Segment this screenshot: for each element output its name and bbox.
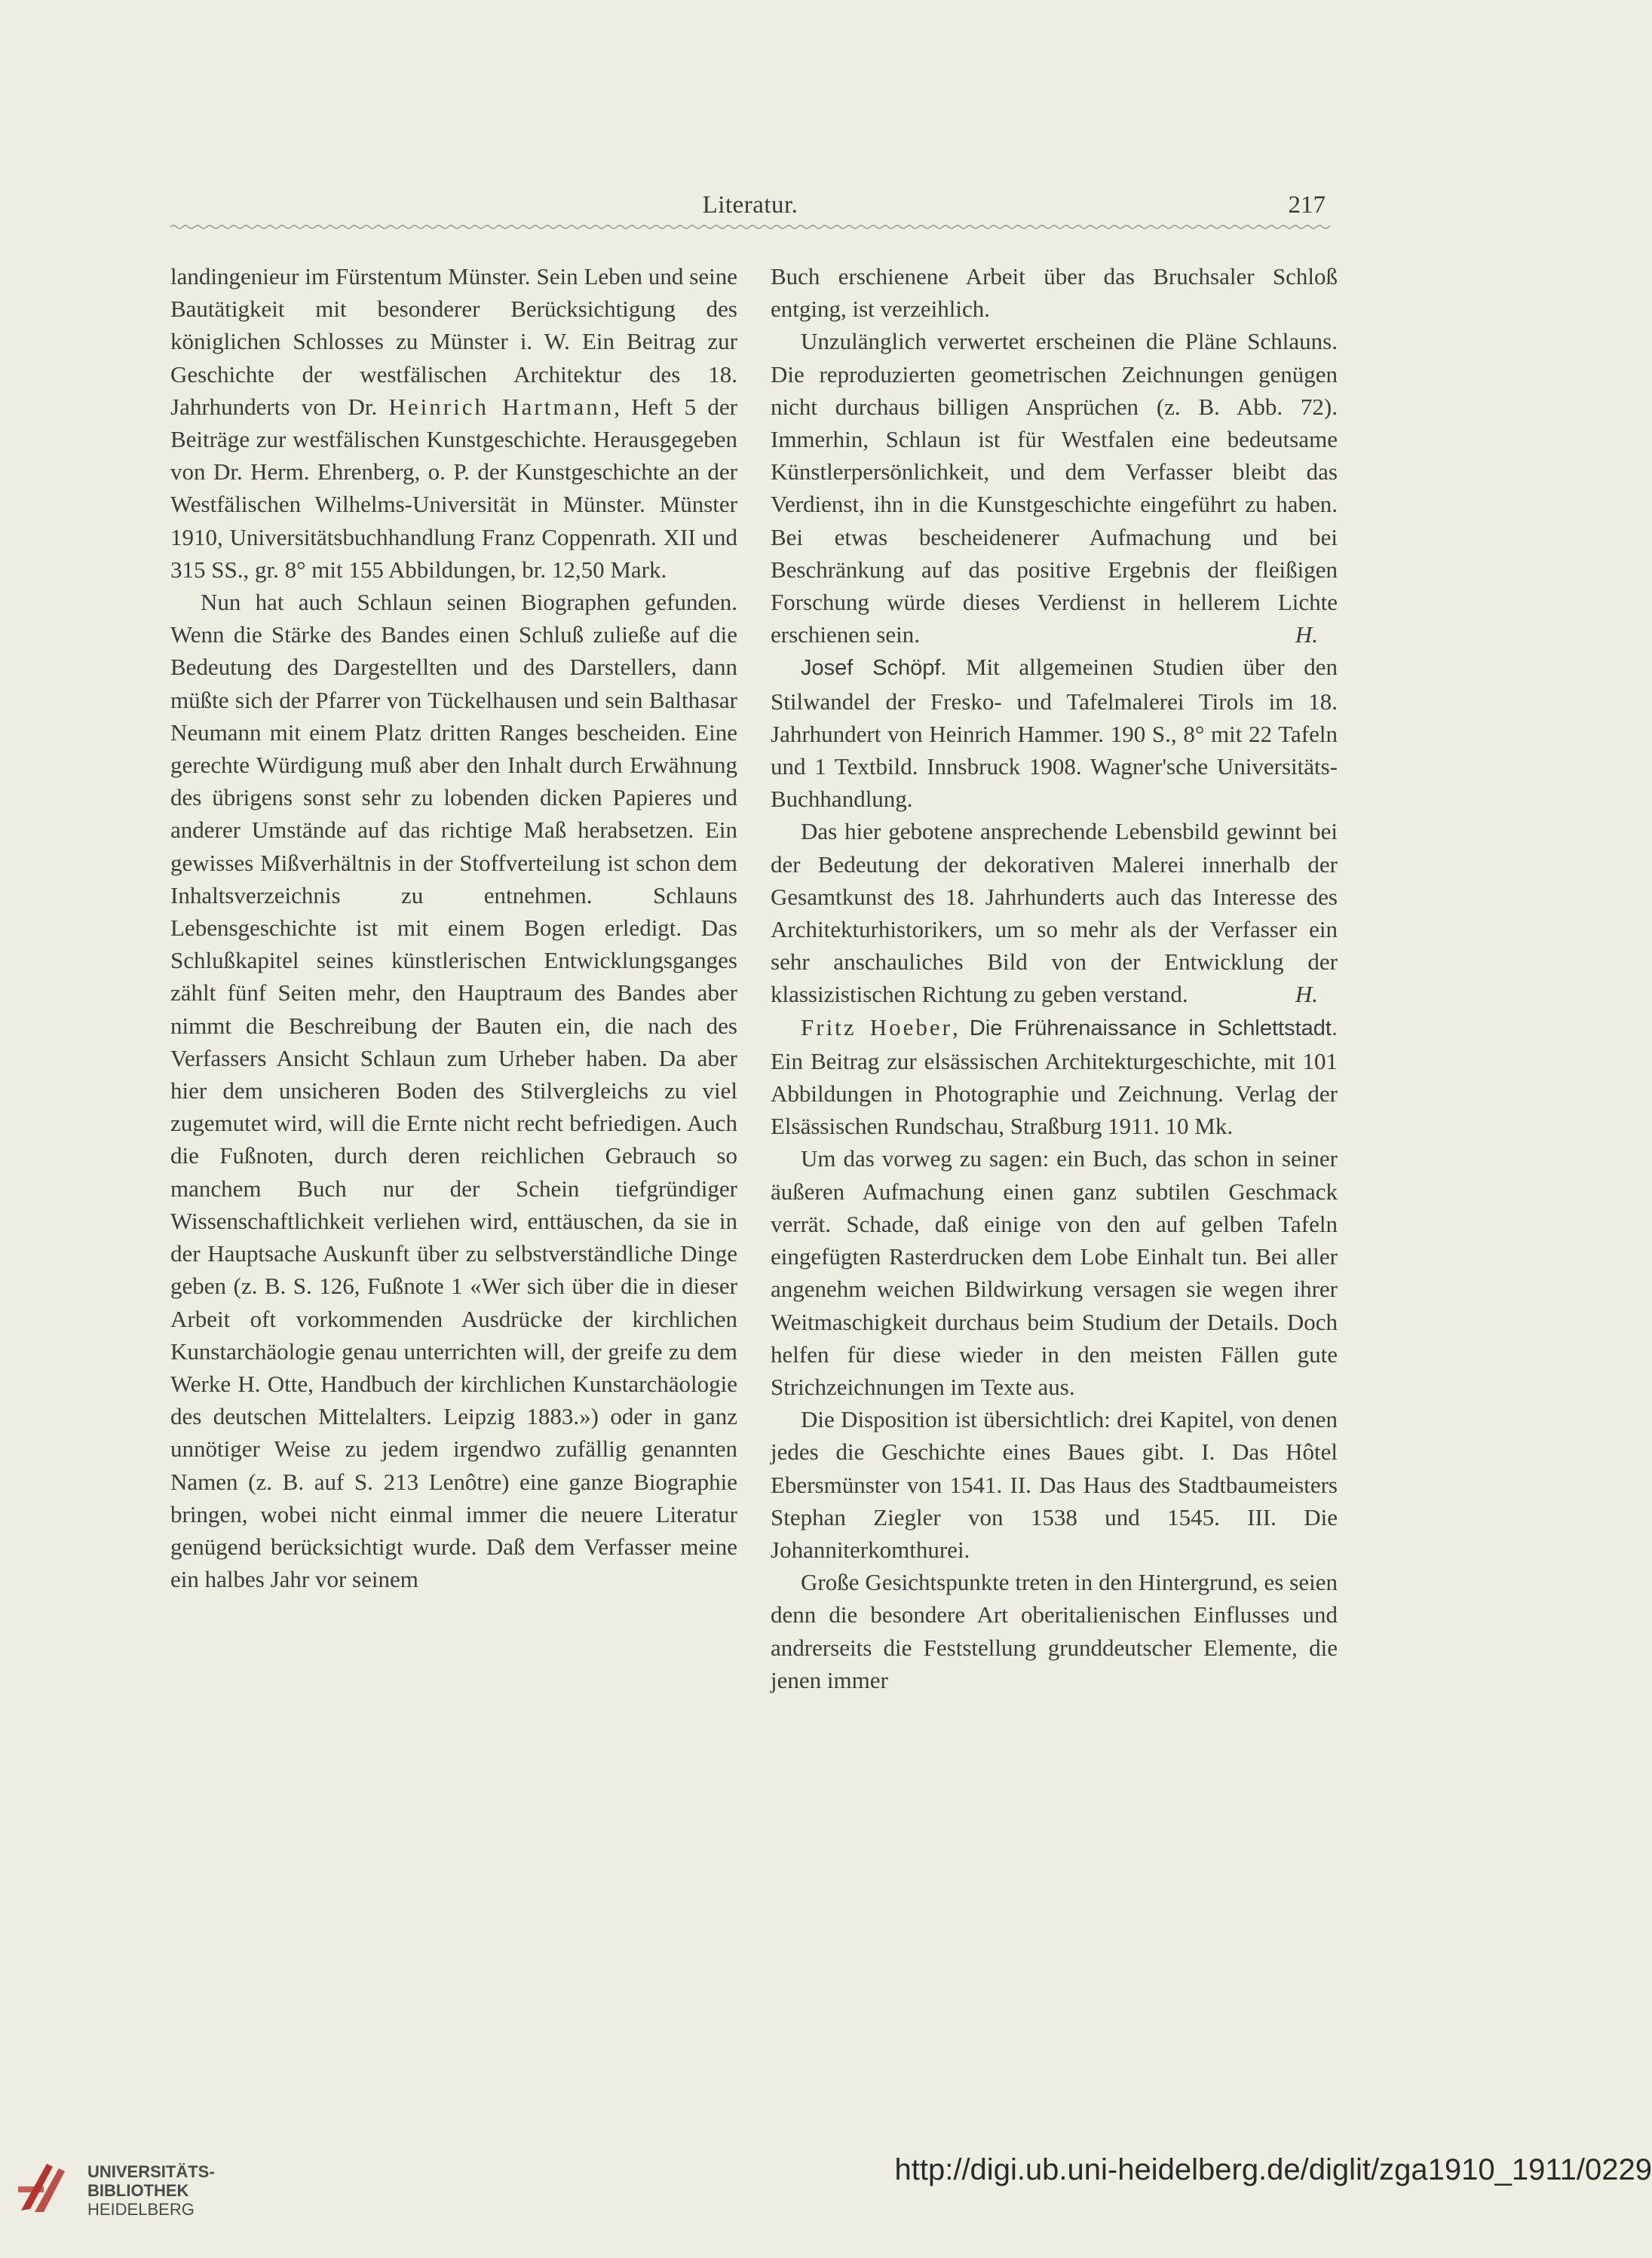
text-run: Große Gesichtspunkte treten in den Hintergrund, es seien denn die besondere Art oberitalienischen Einflusses und andrerseits die Feststellung grunddeutscher Elemente, die jenen immer [771, 1569, 1338, 1693]
paragraph [771, 1142, 1338, 1403]
text-run: Das hier gebotene ansprechende Lebensbild gewinnt bei der Bedeutung der dekorativen Malerei innerhalb der Gesamtkunst des 18. Jahrhunderts auch das Interesse des Architekturhistorikers, um so mehr als der Verfasser ein sehr anschauliches Bild von der Entwicklung der klassizistischen Richtung zu geben verstand. [771, 818, 1338, 1008]
library-name-line: HEIDELBERG [87, 2200, 195, 2219]
paragraph [771, 1566, 1338, 1696]
library-emblem-icon [14, 2156, 75, 2218]
text-run: Fritz Hoeber [801, 1013, 952, 1040]
reviewer-signature: H. [1295, 621, 1318, 648]
running-header [170, 191, 1330, 228]
library-name-line: BIBLIOTHEK [87, 2181, 189, 2200]
paragraph [170, 586, 737, 1595]
text-run: Buch erschienene Arbeit über das Bruchsaler Schloß entging, ist verzeihlich. [771, 263, 1338, 323]
header-wavy-rule [170, 224, 1330, 230]
text-run: , [952, 1013, 970, 1040]
text-run: Ein Beitrag zur elsässischen Architekturgeschichte, mit 101 Abbildungen in Photographie und Zeichnung. Verlag der Elsässischen Rundschau, Straßburg 1911. 10 Mk. [771, 1047, 1338, 1140]
text-run: Unzulänglich verwertet erscheinen die Pläne Schlauns. Die reproduzierten geometrischen Zeichnungen genügen nicht durchaus billigen Ansprüchen (z. B. Abb. 72). Immerhin, Schlaun ist für Westfalen eine bedeutsame Künstlerpersönlichkeit, und dem Verfasser bleibt das Verdienst, ihn in die Kunstgeschichte eingeführt zu haben. Bei etwas bescheidenerer Aufmachung und bei Beschränkung auf das positive Ergebnis der fleißigen Forschung würde dieses Verdienst in hellerem Lichte erschienen sein. [771, 328, 1338, 648]
text-run: , Heft 5 der Beiträge zur westfälischen Kunstgeschichte. Herausgegeben von Dr. Herm. Ehrenberg, o. P. der Kunstgeschichte an der Westfälischen Wilhelms-Universität in Münster. Münster 1910, Universitätsbuchhandlung Franz Coppenrath. XII und 315 SS., gr. 8° mit 155 Abbildungen, br. 12,50 Mark. [170, 393, 737, 583]
text-run: Mit allgemeinen Studien über den Stilwandel der Fresko- und Tafelmalerei Tirols im 18. Jahrhundert von Heinrich Hammer. 190 S., 8° mit 22 Tafeln und 1 Textbild. Innsbruck 1908. Wagner'sche Universitäts-Buchhandlung. [771, 654, 1338, 813]
text-run: landingenieur im Fürstentum Münster. Sein Leben und seine Bautätigkeit mit besonderer Berücksichtigung des königlichen Schlosses zu Münster i. W. Ein Beitrag zur Geschichte der westfälischen Architektur des 18. Jahrhunderts von Dr. [170, 263, 737, 420]
source-url-link[interactable]: http://digi.ub.uni-heidelberg.de/diglit/zga1910_1911/0229 [894, 2153, 1652, 2186]
right-column [771, 260, 1338, 1696]
paragraph [771, 1403, 1338, 1566]
paragraph [771, 260, 1338, 325]
left-column [170, 260, 737, 1595]
paragraph [771, 815, 1338, 1010]
library-name-line: UNIVERSITÄTS- [87, 2162, 215, 2181]
text-run: Um das vorweg zu sagen: ein Buch, das schon in seiner äußeren Aufmachung einen ganz subtilen Geschmack verrät. Schade, daß einige von den auf gelben Tafeln eingefügten Rasterdrucken dem Lobe Einhalt tun. Bei aller angenehm weichen Bildwirkung versagen sie wegen ihrer Weitmaschigkeit durchaus beim Studium der Details. Doch helfen für diese wieder in den meisten Fällen gute Strichzeichnungen im Texte aus. [771, 1145, 1338, 1400]
page-number: 217 [1288, 191, 1326, 219]
library-name [87, 2162, 215, 2219]
paragraph [170, 260, 737, 586]
reviewer-signature: H. [1295, 981, 1318, 1008]
running-title: Literatur. [702, 191, 798, 219]
text-run: Josef Schöpf. [801, 656, 947, 681]
text-run: Die Disposition ist übersichtlich: drei Kapitel, von denen jedes die Geschichte eines Baues gibt. I. Das Hôtel Ebersmünster von 1541. II. Das Haus des Stadtbaumeisters Stephan Ziegler von 1538 und 1545. III. Die Johanniterkomthurei. [771, 1406, 1338, 1563]
paragraph [771, 1011, 1338, 1143]
paragraph [771, 325, 1338, 651]
text-run: Nun hat auch Schlaun seinen Biographen gefunden. Wenn die Stärke des Bandes einen Schluß zuließe auf die Bedeutung des Dargestellten und des Darstellers, dann müßte sich der Pfarrer von Tückelhausen und sein Balthasar Neumann mit einem Platz dritten Ranges bescheiden. Eine gerechte Würdigung muß aber den Inhalt durch Erwähnung des übrigens sonst sehr zu lobenden dicken Papieres und anderer Umstände auf das richtige Maß herabsetzen. Ein gewisses Mißverhältnis in der Stoffverteilung ist schon dem Inhaltsverzeichnis zu entnehmen. Schlauns Lebensgeschichte ist mit einem Bogen erledigt. Das Schlußkapitel seines künstlerischen Entwicklungsganges zählt fünf Seiten mehr, den Hauptraum des Bandes aber nimmt die Beschreibung der Bauten ein, die nach des Verfassers Ansicht Schlaun zum Urheber haben. Da aber hier dem unsicheren Boden des Stilvergleichs zu viel zugemutet wird, will die Ernte nicht recht befriedigen. Auch die Fußnoten, durch deren reichlichen Gebrauch so manchem Buch nur der Schein tiefgründiger Wissenschaftlichkeit verliehen wird, enttäuschen, da sie in der Hauptsache Auskunft über zu selbstverständliche Dinge geben (z. B. S. 126, Fußnote 1 «Wer sich über die in dieser Arbeit oft vorkommenden Ausdrücke der kirchlichen Kunstarchäologie genau unterrichten will, der greife zu dem Werke H. Otte, Handbuch der kirchlichen Kunstarchäologie des deutschen Mittelalters. Leipzig 1883.») oder in ganz unnötiger Weise zu jedem irgendwo zufällig genannten Namen (z. B. auf S. 213 Lenôtre) eine ganze Biographie bringen, wobei nicht einmal immer die neuere Literatur genügend berücksichtigt wurde. Daß dem Verfasser meine ein halbes Jahr vor seinem [170, 589, 737, 1593]
text-run: Heinrich Hartmann [388, 393, 615, 420]
text-run: Die Frührenaissance in Schlettstadt. [969, 1016, 1338, 1040]
library-logo [14, 2153, 240, 2236]
paragraph [771, 651, 1338, 815]
